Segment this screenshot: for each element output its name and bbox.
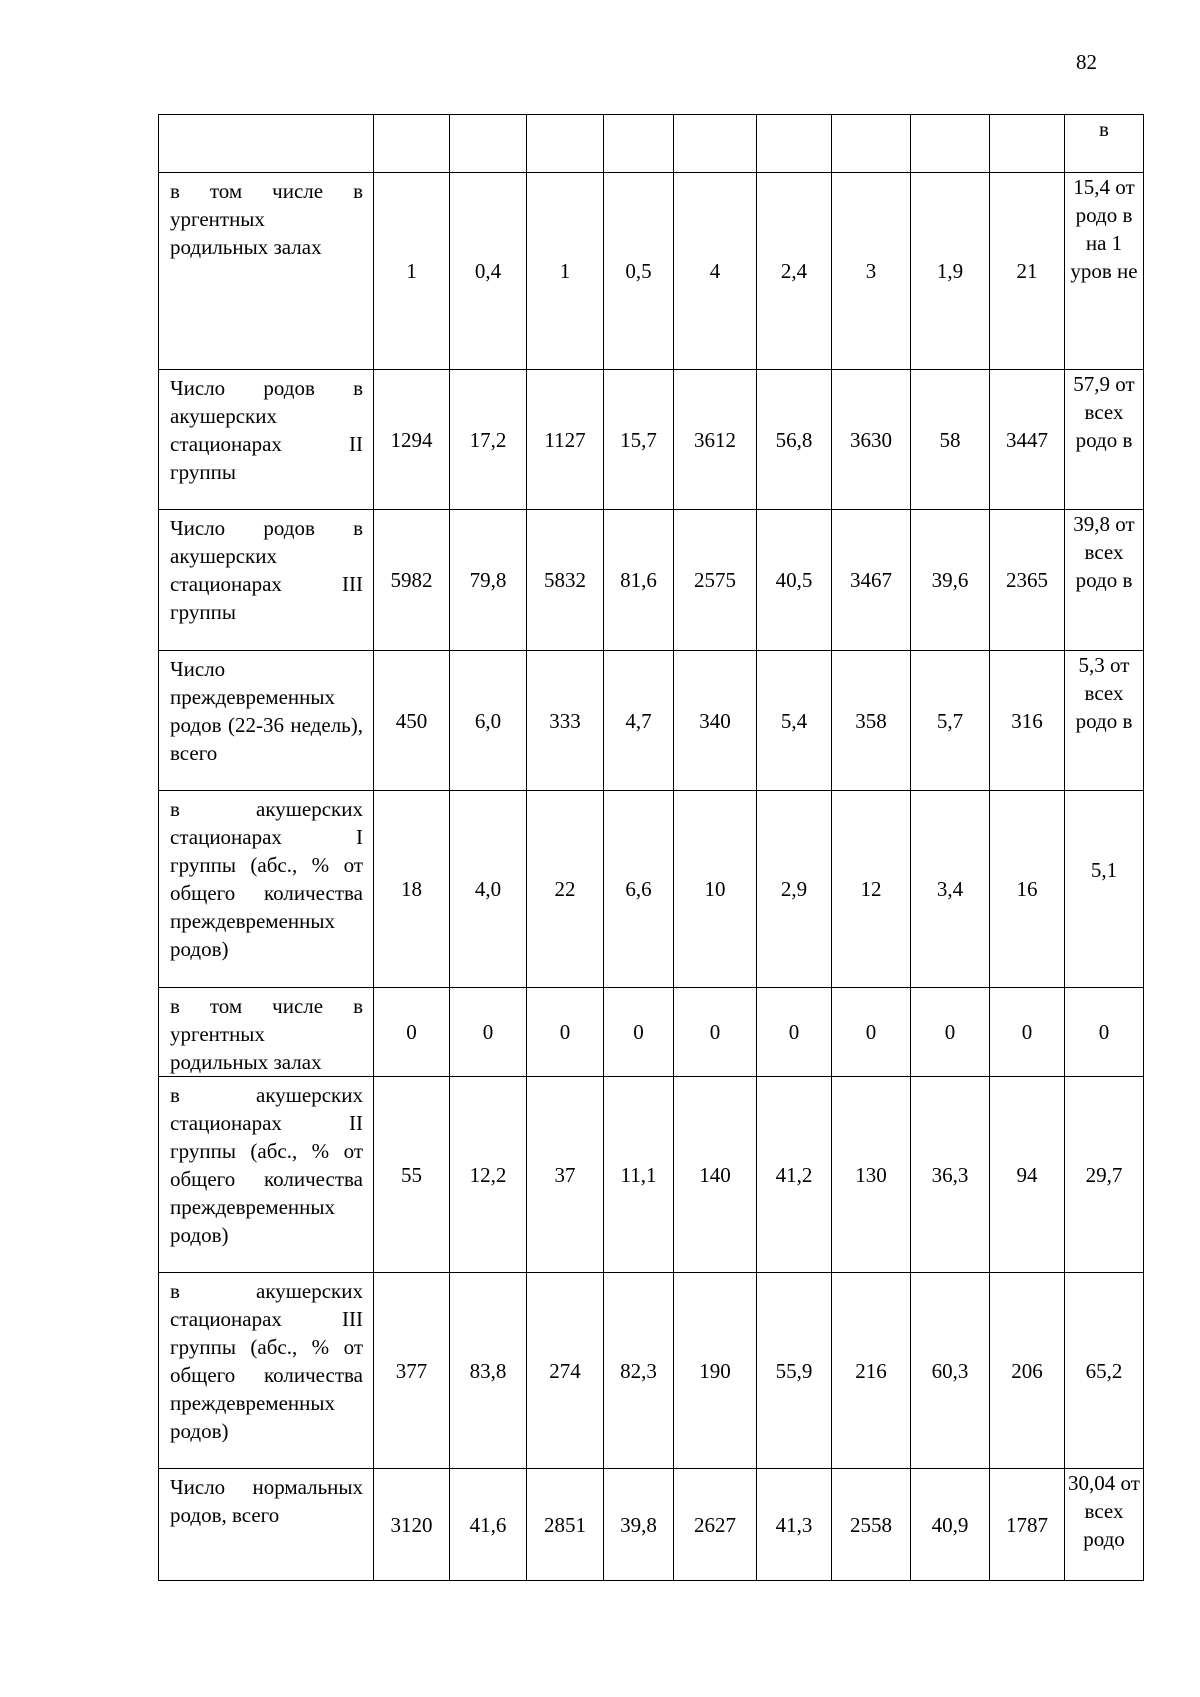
table-cell: 81,6 <box>604 510 674 651</box>
table-cell: 56,8 <box>757 370 832 510</box>
table-cell: 1127 <box>527 370 604 510</box>
table-cell: 3,4 <box>911 791 990 988</box>
table-row <box>159 1469 1144 1581</box>
table-cell: 82,3 <box>604 1273 674 1469</box>
table-cell: 2851 <box>527 1469 604 1581</box>
table-cell <box>374 115 450 173</box>
table-cell: 1294 <box>374 370 450 510</box>
table-row <box>159 370 1144 510</box>
table-cell: 5832 <box>527 510 604 651</box>
table-cell: 12 <box>832 791 911 988</box>
table-row <box>159 173 1144 370</box>
row-label: в том числе в ургентных родильных залах <box>159 173 374 370</box>
last-column-cell: 65,2 <box>1065 1273 1144 1469</box>
table-cell: 2558 <box>832 1469 911 1581</box>
table-row <box>159 1273 1144 1469</box>
table-cell: 40,9 <box>911 1469 990 1581</box>
table-cell: 5,4 <box>757 651 832 791</box>
table-cell: 0,5 <box>604 173 674 370</box>
table-cell: 3612 <box>674 370 757 510</box>
table-cell: 0 <box>374 988 450 1077</box>
table-cell: 41,3 <box>757 1469 832 1581</box>
table-cell: 15,7 <box>604 370 674 510</box>
table-cell: 10 <box>674 791 757 988</box>
row-label: в акушерских стационарах I группы (абс., % от общего количества преждевременных родов) <box>159 791 374 988</box>
table-cell: 6,6 <box>604 791 674 988</box>
table-cell: 216 <box>832 1273 911 1469</box>
table-cell: 55 <box>374 1077 450 1273</box>
table-cell: 358 <box>832 651 911 791</box>
table-cell: 0 <box>911 988 990 1077</box>
table-cell: 2365 <box>990 510 1065 651</box>
page-number: 82 <box>1076 50 1097 74</box>
table-row <box>159 988 1144 1077</box>
table-cell: 206 <box>990 1273 1065 1469</box>
table-cell: 5982 <box>374 510 450 651</box>
table-cell: 1,9 <box>911 173 990 370</box>
table-cell: 4,7 <box>604 651 674 791</box>
table-cell <box>527 115 604 173</box>
table-cell: 3467 <box>832 510 911 651</box>
row-label: Число родов в акушерских стационарах II группы <box>159 370 374 510</box>
table-cell: 450 <box>374 651 450 791</box>
table-cell: 58 <box>911 370 990 510</box>
last-column-cell: 39,8 от всех родо в <box>1065 510 1144 651</box>
table-cell: 41,6 <box>450 1469 527 1581</box>
table-cell: 79,8 <box>450 510 527 651</box>
table-cell: 11,1 <box>604 1077 674 1273</box>
table-cell: 2575 <box>674 510 757 651</box>
table-cell: 333 <box>527 651 604 791</box>
table-cell: 12,2 <box>450 1077 527 1273</box>
table-cell: 94 <box>990 1077 1065 1273</box>
table-cell: 21 <box>990 173 1065 370</box>
table-cell: 0 <box>990 988 1065 1077</box>
table-cell <box>990 115 1065 173</box>
table-cell: 3 <box>832 173 911 370</box>
table-cell: 22 <box>527 791 604 988</box>
table-cell <box>450 115 527 173</box>
table-cell: 39,8 <box>604 1469 674 1581</box>
row-label: Число родов в акушерских стационарах III группы <box>159 510 374 651</box>
table-cell: 3447 <box>990 370 1065 510</box>
last-column-cell: 15,4 от родо в на 1 уров не <box>1065 173 1144 370</box>
last-column-cell: 5,3 от всех родо в <box>1065 651 1144 791</box>
table-cell: 0 <box>832 988 911 1077</box>
table-cell: 1787 <box>990 1469 1065 1581</box>
table-cell: 5,7 <box>911 651 990 791</box>
table-cell: 40,5 <box>757 510 832 651</box>
last-column-cell: 30,04 от всех родо <box>1065 1469 1144 1581</box>
table-row <box>159 791 1144 988</box>
table-cell: 0 <box>757 988 832 1077</box>
row-label: в том числе в ургентных родильных залах <box>159 988 374 1077</box>
last-column-cell: 5,1 <box>1065 791 1144 988</box>
table-cell: 18 <box>374 791 450 988</box>
row-label: в акушерских стационарах II группы (абс., % от общего количества преждевременных родов) <box>159 1077 374 1273</box>
last-column-cell: 0 <box>1065 988 1144 1077</box>
table-cell: 340 <box>674 651 757 791</box>
table-cell <box>911 115 990 173</box>
last-column-cell: 57,9 от всех родо в <box>1065 370 1144 510</box>
table-cell: 0 <box>527 988 604 1077</box>
table-cell: 60,3 <box>911 1273 990 1469</box>
row-label: Число преждевременных родов (22-36 недель), всего <box>159 651 374 791</box>
table-cell: 3630 <box>832 370 911 510</box>
last-column-cell: в <box>1065 115 1144 173</box>
table-cell: 17,2 <box>450 370 527 510</box>
table-cell: 39,6 <box>911 510 990 651</box>
table-cell <box>757 115 832 173</box>
table-cell: 55,9 <box>757 1273 832 1469</box>
table-cell: 0 <box>450 988 527 1077</box>
statistics-table <box>158 114 1144 1581</box>
table-cell <box>604 115 674 173</box>
row-label: Число нормальных родов, всего <box>159 1469 374 1581</box>
table-cell: 190 <box>674 1273 757 1469</box>
table-cell: 0 <box>674 988 757 1077</box>
table-cell: 2627 <box>674 1469 757 1581</box>
table-cell: 2,9 <box>757 791 832 988</box>
table-cell: 1 <box>374 173 450 370</box>
table-row <box>159 651 1144 791</box>
table-cell <box>674 115 757 173</box>
table-row <box>159 510 1144 651</box>
table-cell: 37 <box>527 1077 604 1273</box>
table-cell: 2,4 <box>757 173 832 370</box>
table-cell: 0,4 <box>450 173 527 370</box>
table-cell: 130 <box>832 1077 911 1273</box>
table-cell: 1 <box>527 173 604 370</box>
row-label: в акушерских стационарах III группы (абс., % от общего количества преждевременных родов) <box>159 1273 374 1469</box>
table-cell: 4 <box>674 173 757 370</box>
table-cell: 140 <box>674 1077 757 1273</box>
table-cell: 41,2 <box>757 1077 832 1273</box>
table-cell: 36,3 <box>911 1077 990 1273</box>
table-cell: 4,0 <box>450 791 527 988</box>
table-cell: 6,0 <box>450 651 527 791</box>
table-cell: 3120 <box>374 1469 450 1581</box>
table-row <box>159 115 1144 173</box>
table-cell: 316 <box>990 651 1065 791</box>
table-cell: 0 <box>604 988 674 1077</box>
table-row <box>159 1077 1144 1273</box>
row-label <box>159 115 374 173</box>
table-cell: 16 <box>990 791 1065 988</box>
table-cell <box>832 115 911 173</box>
table-cell: 377 <box>374 1273 450 1469</box>
table-cell: 83,8 <box>450 1273 527 1469</box>
last-column-cell: 29,7 <box>1065 1077 1144 1273</box>
table-cell: 274 <box>527 1273 604 1469</box>
